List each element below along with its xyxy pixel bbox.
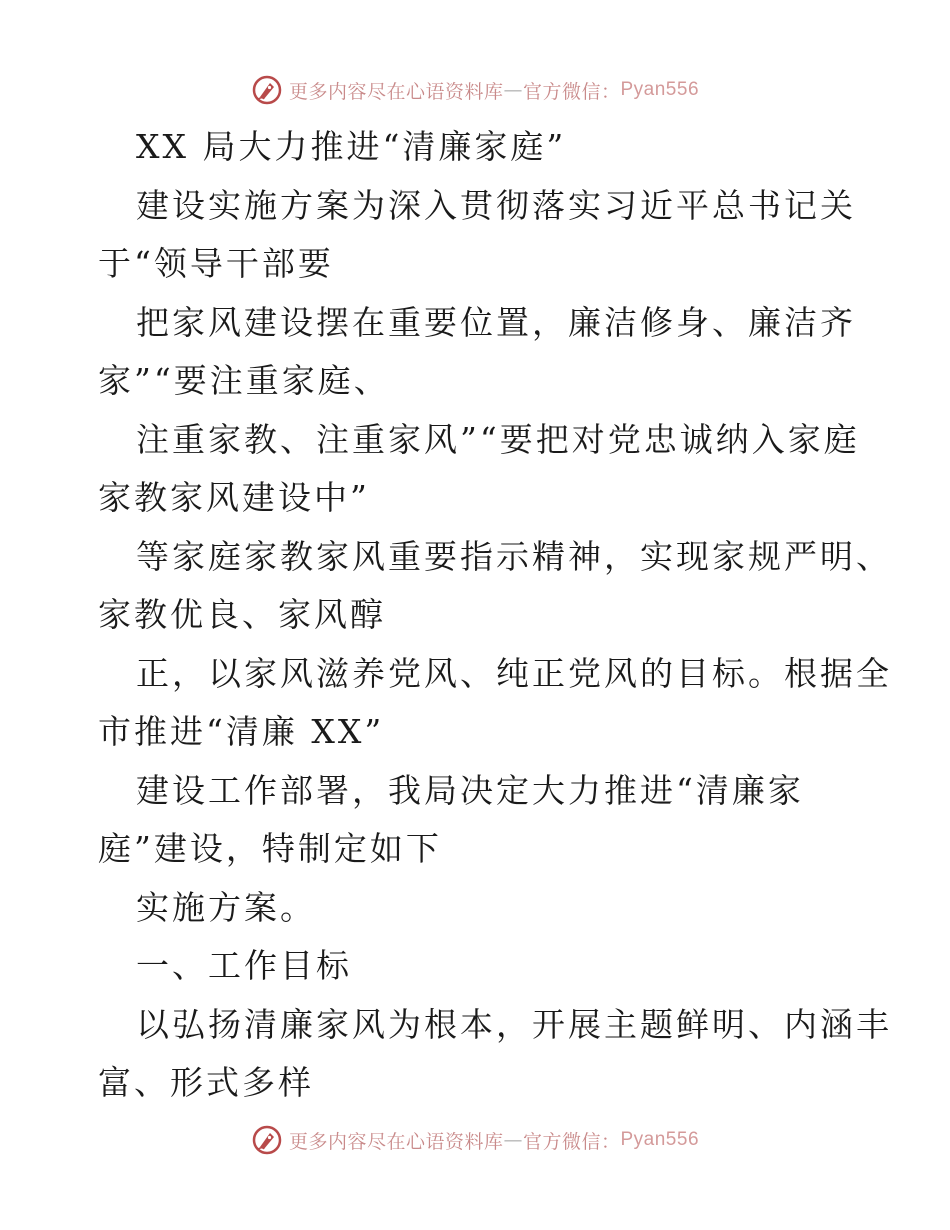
doc-title-line: XX 局大力推进“清廉家庭”: [136, 127, 567, 166]
paragraph-line: 以弘扬清廉家风为根本，开展主题鲜明、内涵丰: [136, 1004, 892, 1044]
paragraph-line: 家教家风建设中”: [98, 478, 370, 517]
watermark-text: 更多内容尽在心语资料库: [288, 1130, 504, 1153]
section-heading: 一、工作目标: [136, 946, 352, 985]
watermark-separator: —: [503, 1129, 523, 1151]
paragraph-line: 于“领导干部要: [98, 244, 334, 283]
paragraph-line: 家”“要注重家庭、: [98, 361, 390, 400]
paragraph-line: 把家风建设摆在重要位置，廉洁修身、廉洁齐: [136, 302, 856, 342]
document-body: [98, 118, 892, 1113]
paragraph-line: 建设实施方案为深入贯彻落实习近平总书记关: [136, 185, 856, 225]
header-watermark: [0, 70, 950, 110]
pen-nib-logo-icon: [251, 74, 283, 106]
paragraph-line: 实施方案。: [136, 887, 316, 927]
paragraph-line: 正，以家风滋养党风、纯正党风的目标。根据全: [136, 653, 892, 693]
paragraph-line: 富、形式多样: [98, 1063, 314, 1102]
paragraph-line: 市推进“清廉 XX”: [98, 712, 385, 751]
watermark-label: 官方微信：: [522, 80, 621, 103]
paragraph-line: 建设工作部署，我局决定大力推进“清廉家: [136, 770, 804, 810]
watermark-separator: —: [503, 79, 523, 101]
footer-watermark: [0, 1120, 950, 1160]
watermark-account: Pyan556: [620, 1129, 700, 1150]
paragraph-line: 注重家教、注重家风”“要把对党忠诚纳入家庭: [136, 419, 860, 459]
watermark-label: 官方微信：: [522, 1130, 621, 1153]
paragraph-line: 家教优良、家风醇: [98, 595, 386, 634]
watermark-text: 更多内容尽在心语资料库: [288, 80, 504, 103]
watermark-account: Pyan556: [620, 79, 700, 100]
pen-nib-logo-icon: [251, 1124, 283, 1156]
paragraph-line: 等家庭家教家风重要指示精神，实现家规严明、: [136, 536, 892, 576]
paragraph-line: 庭”建设，特制定如下: [98, 829, 442, 868]
